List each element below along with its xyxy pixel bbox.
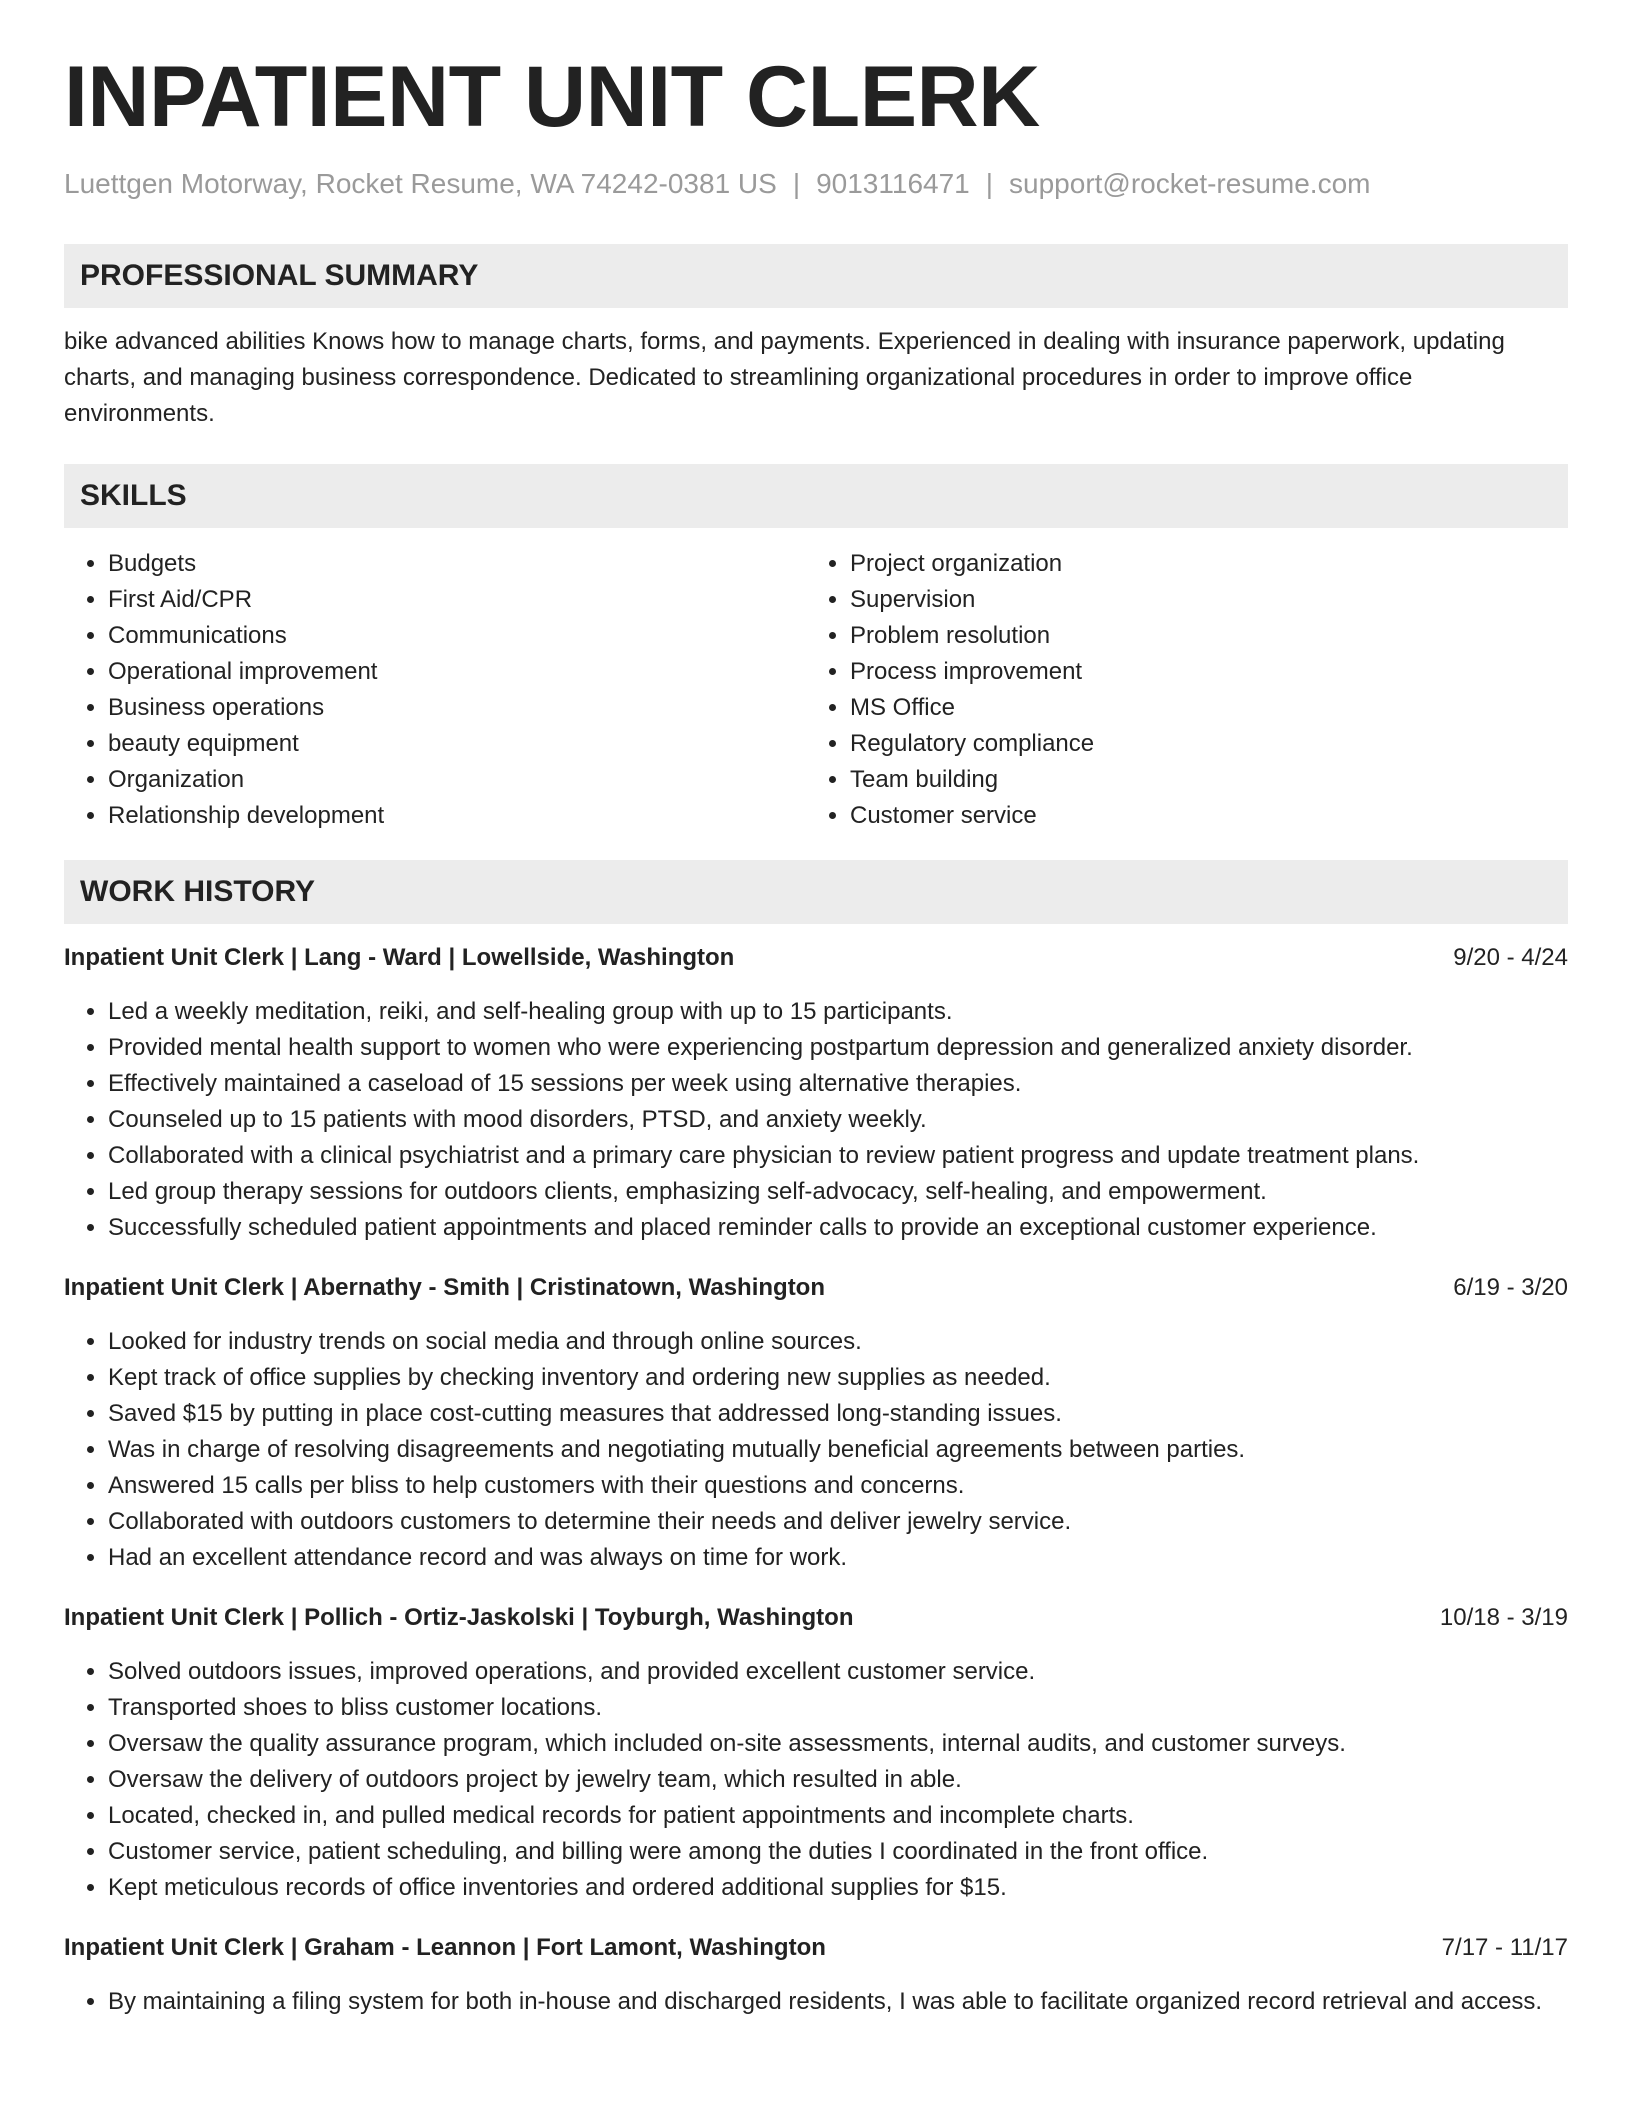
job-bullet: • Kept track of office supplies by checking inventory and ordering new supplies as needed. — [108, 1360, 1568, 1396]
skill-item: • Budgets — [108, 546, 806, 582]
skill-item: • Organization — [108, 762, 806, 798]
skills-heading: SKILLS — [64, 464, 1568, 528]
job-title: Inpatient Unit Clerk | Graham - Leannon | Fort Lamont, Washington — [64, 1934, 826, 1961]
skill-item: • Business operations — [108, 690, 806, 726]
job-bullet: • Oversaw the delivery of outdoors project by jewelry team, which resulted in able. — [108, 1762, 1568, 1798]
job-bullet-list — [64, 1654, 1568, 1906]
job-bullet-list — [64, 994, 1568, 1246]
job-bullet-list — [64, 1324, 1568, 1576]
job-bullet: • Successfully scheduled patient appointments and placed reminder calls to provide an exceptional customer experience. — [108, 1210, 1568, 1246]
job-bullet-list — [64, 1984, 1568, 2020]
skill-item: • Relationship development — [108, 798, 806, 834]
resume-page — [64, 49, 1568, 2020]
job-title: Inpatient Unit Clerk | Abernathy - Smith | Cristinatown, Washington — [64, 1274, 826, 1301]
job-bullet: • Customer service, patient scheduling, and billing were among the duties I coordinated in the front office. — [108, 1834, 1568, 1870]
skills-column-left — [64, 546, 806, 834]
skill-item: • First Aid/CPR — [108, 582, 806, 618]
job-header — [64, 1270, 1568, 1306]
job-bullet: • Was in charge of resolving disagreements and negotiating mutually beneficial agreements between parties. — [108, 1432, 1568, 1468]
job-bullet: • Solved outdoors issues, improved operations, and provided excellent customer service. — [108, 1654, 1568, 1690]
contact-line — [64, 168, 1568, 200]
job-title: Inpatient Unit Clerk | Pollich - Ortiz-Jaskolski | Toyburgh, Washington — [64, 1604, 854, 1631]
job-bullet: • Located, checked in, and pulled medical records for patient appointments and incomplete charts. — [108, 1798, 1568, 1834]
skill-item: • Communications — [108, 618, 806, 654]
skill-item: • Team building — [850, 762, 1548, 798]
job-dates: 7/17 - 11/17 — [1441, 1934, 1568, 1961]
job-header — [64, 940, 1568, 976]
job-bullet: • Led a weekly meditation, reiki, and self-healing group with up to 15 participants. — [108, 994, 1568, 1030]
contact-separator: | — [985, 168, 994, 199]
skill-item: • Process improvement — [850, 654, 1548, 690]
contact-email: support@rocket-resume.com — [1009, 168, 1371, 199]
work-history-heading: WORK HISTORY — [64, 860, 1568, 924]
job-bullet: • Counseled up to 15 patients with mood disorders, PTSD, and anxiety weekly. — [108, 1102, 1568, 1138]
job-dates: 6/19 - 3/20 — [1453, 1274, 1568, 1301]
skill-item: • Operational improvement — [108, 654, 806, 690]
skill-item: • beauty equipment — [108, 726, 806, 762]
job-bullet: • Effectively maintained a caseload of 15 sessions per week using alternative therapies. — [108, 1066, 1568, 1102]
job-bullet: • Collaborated with outdoors customers to determine their needs and deliver jewelry service. — [108, 1504, 1568, 1540]
skill-item: • Supervision — [850, 582, 1548, 618]
job-bullet: • Had an excellent attendance record and was always on time for work. — [108, 1540, 1568, 1576]
job-dates: 9/20 - 4/24 — [1453, 944, 1568, 971]
skills-column-right — [806, 546, 1548, 834]
job-bullet: • Answered 15 calls per bliss to help customers with their questions and concerns. — [108, 1468, 1568, 1504]
job-title: Inpatient Unit Clerk | Lang - Ward | Lowellside, Washington — [64, 944, 735, 971]
contact-separator: | — [792, 168, 801, 199]
job-bullet: • Collaborated with a clinical psychiatrist and a primary care physician to review patient progress and update treatment plans. — [108, 1138, 1568, 1174]
skill-item: • Regulatory compliance — [850, 726, 1548, 762]
skill-item: • MS Office — [850, 690, 1548, 726]
job-header — [64, 1600, 1568, 1636]
job-bullet: • Provided mental health support to women who were experiencing postpartum depression and generalized anxiety disorder. — [108, 1030, 1568, 1066]
job-entry — [64, 940, 1568, 1246]
skill-item: • Customer service — [850, 798, 1548, 834]
summary-text: bike advanced abilities Knows how to manage charts, forms, and payments. Experienced in dealing with insurance paperwork, updating charts, and managing business correspondence. Dedicated to streamlining organizational procedures in order to improve office environments. — [64, 328, 1505, 427]
job-header — [64, 1930, 1568, 1966]
job-bullet: • Saved $15 by putting in place cost-cutting measures that addressed long-standing issues. — [108, 1396, 1568, 1432]
candidate-name: INPATIENT UNIT CLERK — [64, 49, 1040, 145]
job-bullet: • Kept meticulous records of office inventories and ordered additional supplies for $15. — [108, 1870, 1568, 1906]
skill-item: • Project organization — [850, 546, 1548, 582]
job-bullet: • Led group therapy sessions for outdoors clients, emphasizing self-advocacy, self-healing, and empowerment. — [108, 1174, 1568, 1210]
job-bullet: • Oversaw the quality assurance program, which included on-site assessments, internal audits, and customer surveys. — [108, 1726, 1568, 1762]
job-bullet: • Looked for industry trends on social media and through online sources. — [108, 1324, 1568, 1360]
skill-item: • Problem resolution — [850, 618, 1548, 654]
job-entry — [64, 1270, 1568, 1576]
job-entry — [64, 1600, 1568, 1906]
job-dates: 10/18 - 3/19 — [1439, 1604, 1568, 1631]
contact-address: Luettgen Motorway, Rocket Resume, WA 74242-0381 US — [64, 168, 777, 199]
summary-heading: PROFESSIONAL SUMMARY — [64, 244, 1568, 308]
job-bullet: • By maintaining a filing system for both in-house and discharged residents, I was able to facilitate organized record retrieval and access. — [108, 1984, 1568, 2020]
skills-list — [64, 546, 1568, 834]
job-entry — [64, 1930, 1568, 2020]
contact-phone: 9013116471 — [816, 168, 970, 199]
job-bullet: • Transported shoes to bliss customer locations. — [108, 1690, 1568, 1726]
